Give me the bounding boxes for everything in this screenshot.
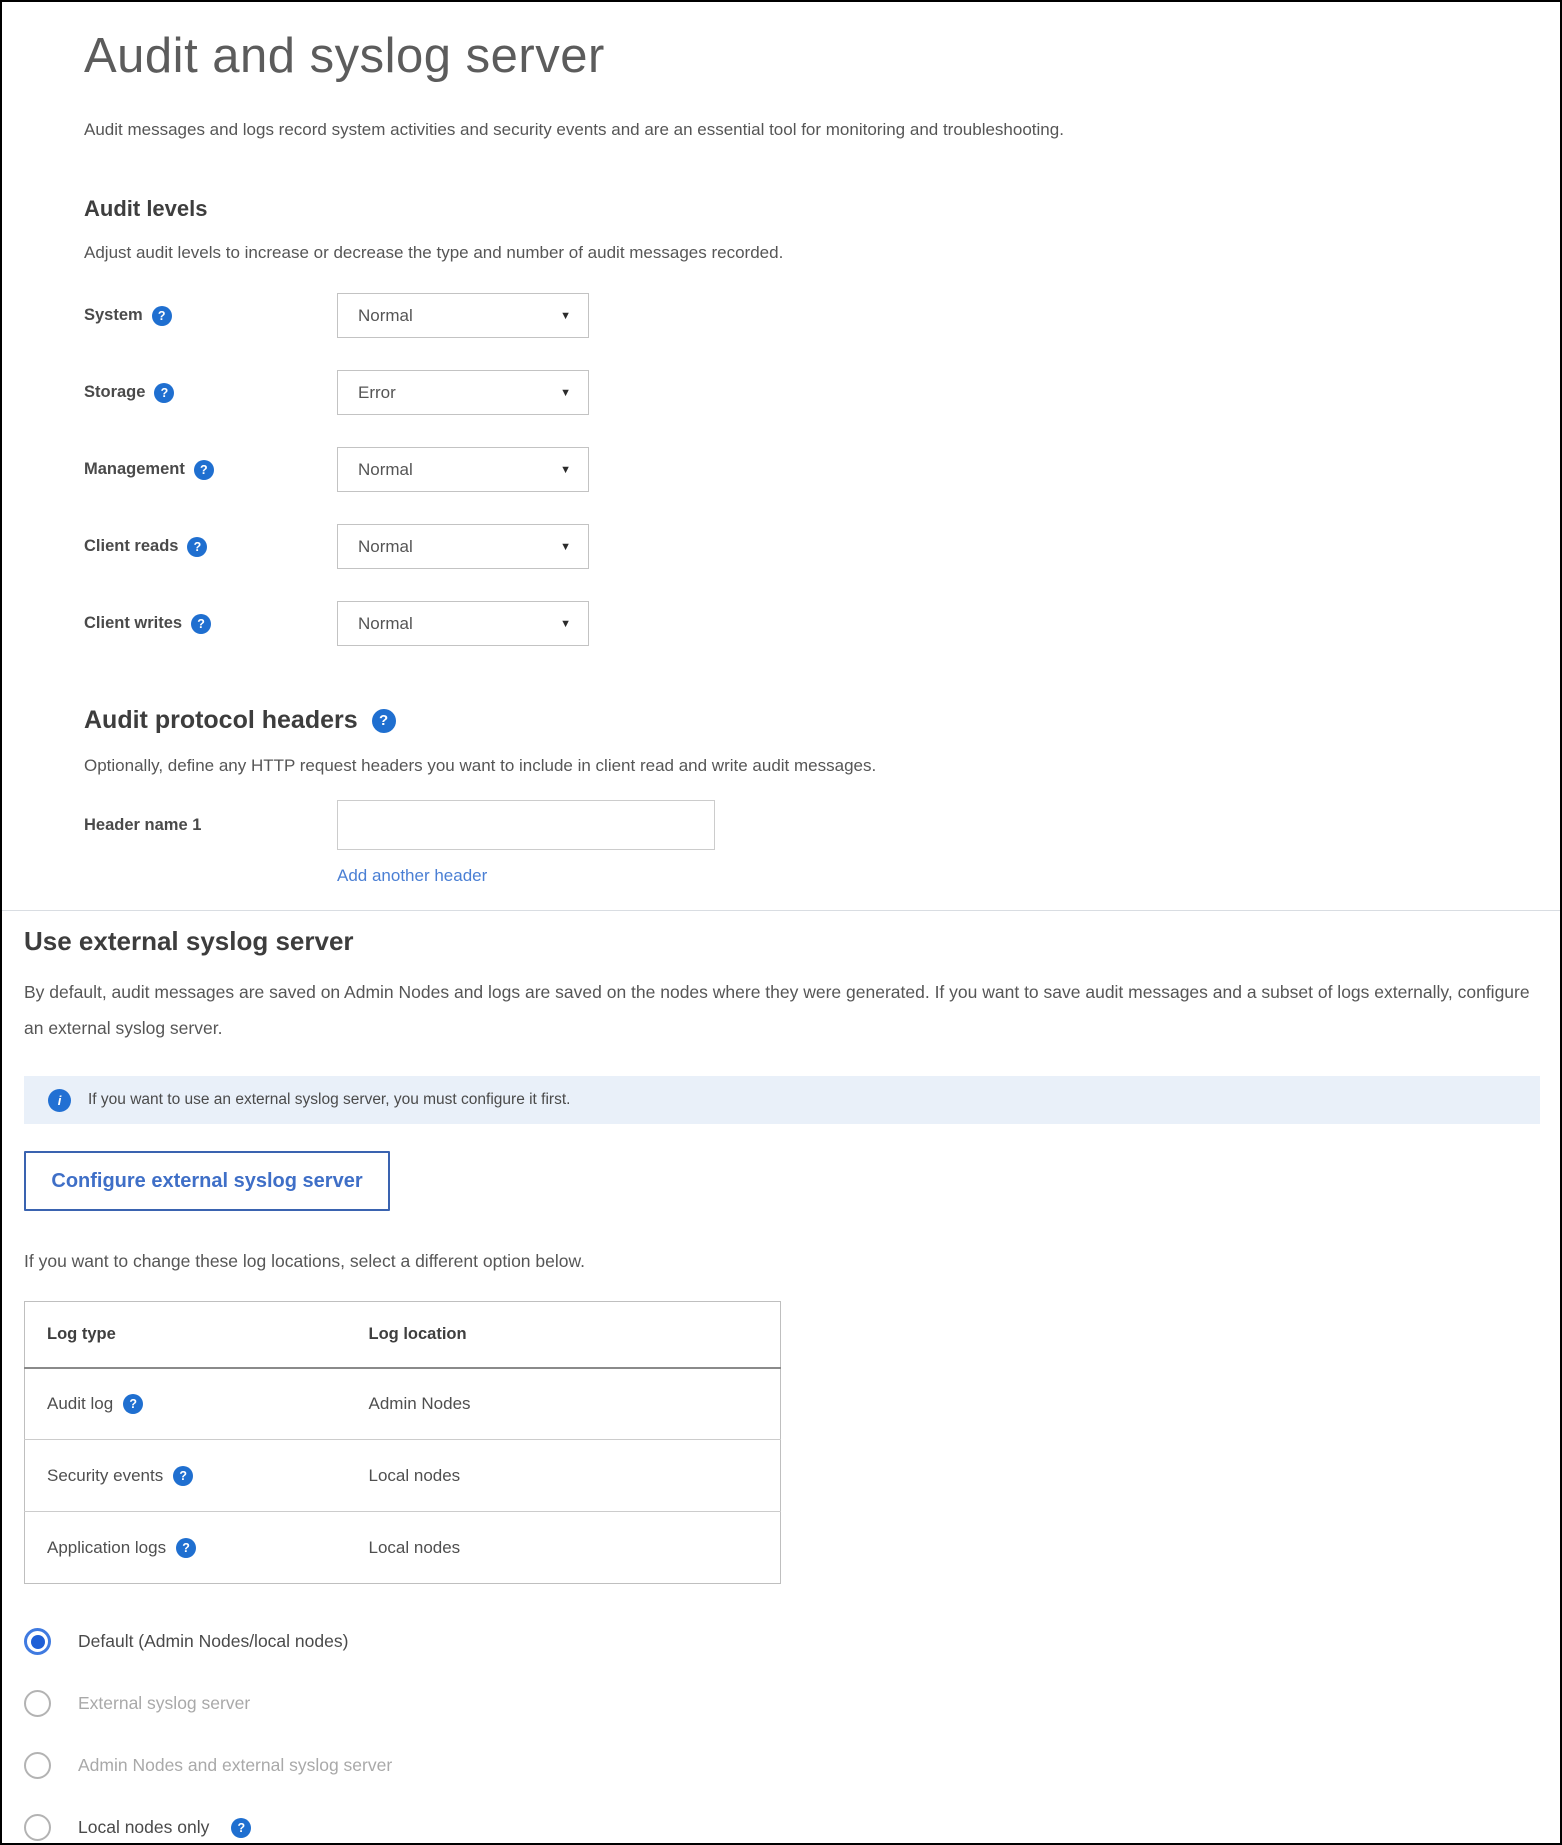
configure-external-syslog-button[interactable]: Configure external syslog server: [24, 1151, 390, 1211]
external-syslog-heading: Use external syslog server: [24, 926, 354, 956]
audit-protocol-headers-heading-row: [84, 706, 1500, 735]
audit-protocol-headers-heading: Audit protocol headers: [84, 706, 358, 734]
info-icon: i: [48, 1089, 71, 1112]
help-icon[interactable]: ?: [372, 709, 396, 733]
info-banner: [24, 1076, 1540, 1124]
chevron-down-icon: ▼: [560, 617, 571, 630]
log-location-cell: Local nodes: [368, 1537, 461, 1557]
help-icon[interactable]: ?: [154, 383, 174, 403]
help-icon[interactable]: ?: [173, 1466, 193, 1486]
radio-option-default[interactable]: [24, 1628, 1540, 1655]
audit-level-row-storage: [84, 370, 1500, 415]
audit-level-row-client-writes: [84, 601, 1500, 646]
help-icon[interactable]: ?: [231, 1818, 251, 1838]
log-type-text: Security events: [47, 1465, 164, 1485]
log-location-cell: Admin Nodes: [347, 1368, 781, 1440]
audit-settings-section: [2, 2, 1560, 886]
header-name-input[interactable]: [337, 800, 715, 850]
header-name-label: [84, 816, 337, 835]
storage-label-text: Storage: [84, 383, 146, 401]
system-label: [84, 306, 337, 326]
storage-level-value: Error: [358, 382, 396, 402]
client-writes-level-select[interactable]: [337, 601, 589, 646]
storage-label: [84, 383, 337, 403]
management-label-text: Management: [84, 460, 185, 478]
audit-level-row-management: [84, 447, 1500, 492]
table-row: [25, 1440, 781, 1512]
log-location-cell: Local nodes: [347, 1440, 781, 1512]
log-locations-table: [24, 1301, 781, 1584]
client-reads-level-value: Normal: [358, 536, 413, 556]
help-icon[interactable]: ?: [187, 537, 207, 557]
help-icon[interactable]: ?: [123, 1394, 143, 1414]
audit-levels-heading: Audit levels: [84, 196, 208, 221]
table-header-row: [25, 1302, 781, 1368]
add-another-header-link[interactable]: Add another header: [337, 866, 488, 885]
change-log-locations-note: If you want to change these log locations, select a different option below.: [24, 1251, 586, 1271]
audit-levels-form: [84, 293, 1500, 646]
table-row: [25, 1368, 781, 1440]
management-label: [84, 460, 337, 480]
log-type-cell: [25, 1440, 347, 1512]
help-icon[interactable]: ?: [176, 1538, 196, 1558]
storage-level-select[interactable]: [337, 370, 589, 415]
radio-button[interactable]: [24, 1752, 51, 1779]
chevron-down-icon: ▼: [560, 309, 571, 322]
client-writes-level-value: Normal: [358, 613, 413, 633]
table-row: [25, 1512, 781, 1584]
audit-level-row-client-reads: [84, 524, 1500, 569]
radio-label: Admin Nodes and external syslog server: [78, 1755, 393, 1775]
page-title: Audit and syslog server: [84, 29, 605, 83]
log-type-text: Audit log: [47, 1393, 114, 1413]
chevron-down-icon: ▼: [560, 463, 571, 476]
help-icon[interactable]: ?: [152, 306, 172, 326]
log-type-cell: [25, 1512, 347, 1584]
client-reads-label-text: Client reads: [84, 537, 179, 555]
system-level-value: Normal: [358, 305, 413, 325]
log-location-radio-group: [24, 1628, 1540, 1841]
log-location-column-header: Log location: [347, 1302, 781, 1368]
help-icon[interactable]: ?: [191, 614, 211, 634]
radio-button[interactable]: [24, 1814, 51, 1841]
client-reads-level-select[interactable]: [337, 524, 589, 569]
header-name-label-text: Header name 1: [84, 815, 202, 834]
page-subtitle: Audit messages and logs record system activities and security events and are an essential tool for monitoring and troubleshooting.: [84, 120, 1064, 139]
radio-label: External syslog server: [78, 1693, 251, 1713]
radio-button[interactable]: [24, 1628, 51, 1655]
audit-level-row-system: [84, 293, 1500, 338]
radio-label: Default (Admin Nodes/local nodes): [78, 1631, 349, 1651]
header-name-row: [84, 800, 1500, 850]
chevron-down-icon: ▼: [560, 386, 571, 399]
system-level-select[interactable]: [337, 293, 589, 338]
log-type-text: Application logs: [47, 1537, 167, 1557]
client-writes-label: [84, 614, 337, 634]
external-syslog-description: By default, audit messages are saved on Admin Nodes and logs are saved on the nodes where they were generated. If you want to save audit messages and a subset of logs externally, configure an external syslog server.: [24, 982, 1530, 1038]
management-level-value: Normal: [358, 459, 413, 479]
audit-levels-description: Adjust audit levels to increase or decrease the type and number of audit messages recorded.: [84, 243, 784, 262]
radio-option-admin-and-external[interactable]: [24, 1752, 1540, 1779]
chevron-down-icon: ▼: [560, 540, 571, 553]
audit-protocol-headers-description: Optionally, define any HTTP request headers you want to include in client read and write audit messages.: [84, 756, 877, 775]
log-type-column-header: Log type: [25, 1302, 347, 1368]
radio-label: Local nodes only: [78, 1817, 210, 1837]
help-icon[interactable]: ?: [194, 460, 214, 480]
client-reads-label: [84, 537, 337, 557]
management-level-select[interactable]: [337, 447, 589, 492]
radio-option-local-nodes-only[interactable]: [24, 1814, 1540, 1841]
radio-option-external-syslog[interactable]: [24, 1690, 1540, 1717]
log-type-cell: [25, 1368, 347, 1440]
radio-button[interactable]: [24, 1690, 51, 1717]
client-writes-label-text: Client writes: [84, 614, 183, 632]
system-label-text: System: [84, 306, 143, 324]
info-banner-text: If you want to use an external syslog server, you must configure it first.: [88, 1091, 571, 1108]
external-syslog-section: [2, 910, 1560, 1841]
